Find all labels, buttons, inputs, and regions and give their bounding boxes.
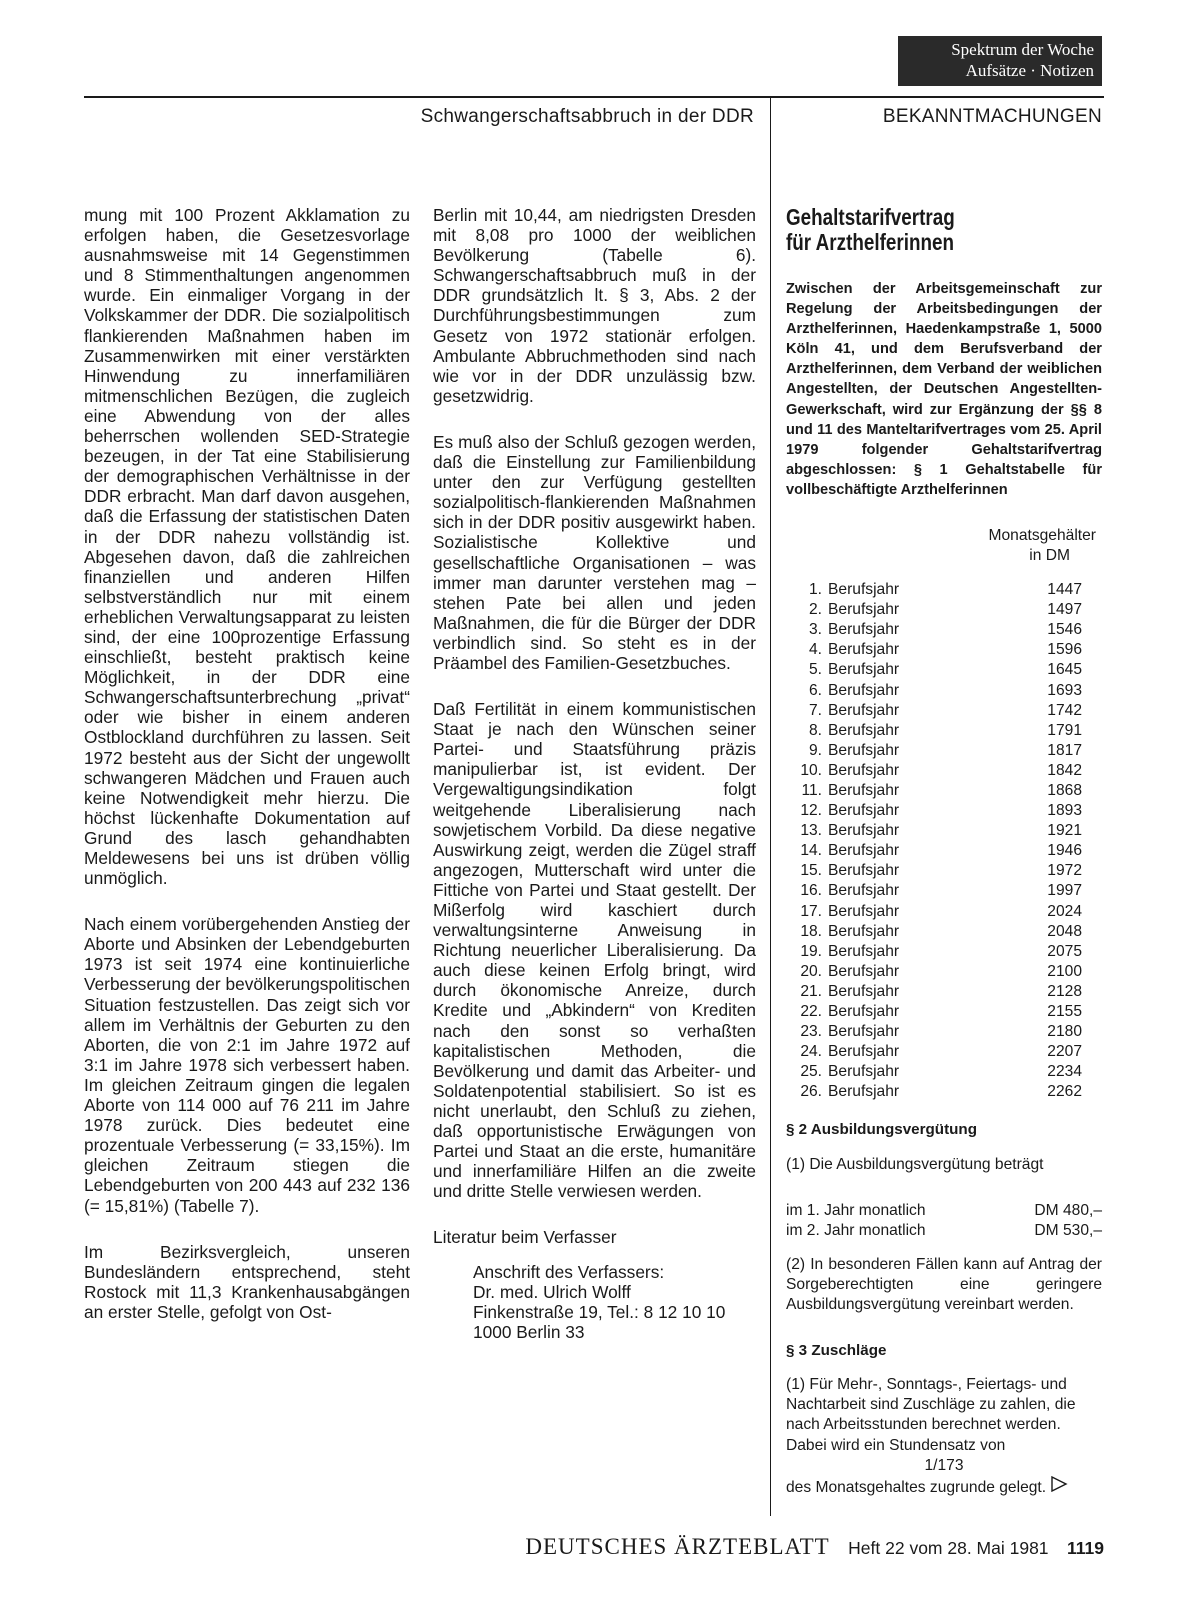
table-row: [786, 1002, 1102, 1022]
row-label: Berufsjahr: [828, 962, 900, 980]
row-number: 13.: [800, 822, 822, 840]
row-label: Berufsjahr: [828, 1023, 900, 1041]
journal-masthead: DEUTSCHES ÄRZTEBLATT: [525, 1534, 830, 1559]
row-number: 8.: [808, 721, 822, 739]
row-value: 1868: [1047, 781, 1082, 799]
salary-table-header: [786, 526, 1102, 566]
row-value: 1693: [1047, 681, 1082, 699]
row-label: Berufsjahr: [828, 822, 900, 840]
announcement-intro: Zwischen der Arbeitsgemeinschaft zur Regelung der Arbeitsbedingungen der Arzthelferinnen, Haedenkampstraße 1, 5000 Köln 41, und dem Berufsverband der Arzthelferinnen, dem Verband der weiblichen Angestellten, der Deutschen Angestellten-Gewerkschaft, wird zur Ergänzung der §§ 8 und 11 des Manteltarifvertrages vom 25. April 1979 folgender Gehaltstarifvertrag abgeschlossen: § 1 Gehaltstabelle für vollbeschäftigte Arzthelferinnen: [786, 281, 1102, 498]
paragraph: Daß Fertilität in einem kommunistischen Staat je nach den Wünschen seiner Partei- und Staatsführung präzis manipulierbar ist, ist evident. Der Vergewaltigungsindikation folgt weitgehende Liberalisierung nach sowjetischem Vorbild. Da diese negative Auswirkung zeigt, werden die Zügel straff angezogen, Mutterschaft wird unter die Fittiche von Partei und Staat gestellt. Der Mißerfolg wird kaschiert durch verwaltungsinterne Anweisung in Richtung neuerlicher Liberalisierung. Da auch diese keinen Erfolg bringt, wird durch ökonomische Anreize, durch Kredite und „Abkindern“ von Krediten nach den sonst so verhaßten kapitalistischen Methoden, die Bevölkerung und damit das Arbeiter- und Soldatenpotential stabilisiert. So ist es nicht unerlaubt, den Schluß zu ziehen, daß opportunistische Erwägungen von Partei und Staat an die erste, humanitäre und innerfamiliäre Hilfen an die zweite und dritte Stelle verwiesen werden.: [433, 699, 756, 1202]
paragraph-end: des Monatsgehaltes zugrunde gelegt.: [786, 1478, 1047, 1496]
row-value: 2234: [1047, 1063, 1082, 1081]
row-label: Berufsjahr: [828, 882, 900, 900]
row-value: 1742: [1047, 701, 1082, 719]
table-row: [786, 580, 1102, 600]
row-value: 1893: [1047, 802, 1082, 820]
table-row: [786, 881, 1102, 901]
table-row: [786, 660, 1102, 680]
table-row: [786, 841, 1102, 861]
table-row: [786, 741, 1102, 761]
table-row: [786, 620, 1102, 640]
section-2-paragraph-1: (1) Die Ausbildungsvergütung beträgt: [786, 1155, 1044, 1173]
table-row: [786, 902, 1102, 922]
table-row: [786, 721, 1102, 741]
salary-table: [786, 580, 1102, 1102]
row-number: 11.: [801, 781, 822, 799]
row-label: Berufsjahr: [828, 802, 900, 820]
row-label: Berufsjahr: [828, 761, 900, 779]
row-value: 2207: [1047, 1043, 1082, 1061]
article-column-1: [84, 205, 410, 1348]
row-number: 23.: [800, 1023, 822, 1041]
row-label: Berufsjahr: [828, 701, 900, 719]
row-label: Berufsjahr: [828, 1063, 900, 1081]
table-row: [786, 982, 1102, 1002]
row-value: 1972: [1047, 862, 1082, 880]
row-label: Berufsjahr: [828, 661, 900, 679]
row-value: 2180: [1047, 1023, 1082, 1041]
row-number: 16.: [800, 882, 822, 900]
row-label: Berufsjahr: [828, 721, 900, 739]
row-number: 18.: [800, 922, 822, 940]
row-label: Berufsjahr: [828, 1043, 900, 1061]
row-label: Berufsjahr: [828, 942, 900, 960]
table-row: [786, 942, 1102, 962]
training-pay-row-2: [786, 1221, 1102, 1241]
row-value: 2075: [1047, 942, 1082, 960]
row-value: 1946: [1047, 842, 1082, 860]
row-label: Berufsjahr: [828, 842, 900, 860]
paragraph: mung mit 100 Prozent Akklamation zu erfolgen haben, die Gesetzesvorlage ausnahmsweise mit 14 Gegenstimmen und 8 Stimmenthaltungen angenommen wurde. Ein einmaliger Vorgang in der Volkskammer der DDR. Die sozialpolitisch flankierenden Maßnahmen haben im Zusammenwirken mit einer verstärkten Hinwendung zu innerfamiliären mitmenschlichen Bezügen, die zugleich eine Abwendung von der alles beherrschen wollenden SED-Strategie bezeugen, in der Tat eine Stabilisierung der demographischen Verhältnisse in der DDR erbracht. Man darf davon ausgehen, daß die Erfassung der statistischen Daten in der DDR nahezu vollständig ist. Abgesehen davon, daß die zahlreichen finanziellen und anderen Hilfen selbstverständlich nur mit einem erheblichen Verwaltungsapparat zu leisten sind, der eine 100prozentige Erfassung einschließt, besteht praktisch keine Möglichkeit, in der DDR eine Schwangerschaftsunterbrechung „privat“ oder wie bisher in einem anderen Ostblockland durchführen zu lassen. Seit 1972 besteht aus der Sicht der ungewollt schwangeren Mädchen und Frauen auch keine Notwendigkeit mehr hierzu. Die höchst lückenhafte Dokumentation auf Grund des lasch gehandhabten Meldewesens bei uns ist drüben völlig unmöglich.: [84, 205, 410, 889]
badge-line-1: Spektrum der Woche: [951, 40, 1094, 59]
row-value: 2128: [1047, 982, 1082, 1000]
row-number: 7.: [808, 701, 822, 719]
table-row: [786, 781, 1102, 801]
row-label: Berufsjahr: [828, 982, 900, 1000]
row-number: 9.: [808, 741, 822, 759]
row-value: 2155: [1047, 1003, 1082, 1020]
row-value: 1791: [1047, 721, 1082, 739]
table-row: [786, 681, 1102, 701]
announcement-column: [786, 205, 1102, 1498]
section-2-heading: § 2 Ausbildungsvergütung: [786, 1121, 977, 1139]
table-row: [786, 922, 1102, 942]
row-number: 5.: [808, 661, 822, 679]
table-row: [786, 962, 1102, 982]
training-pay-row-1: [786, 1201, 1102, 1221]
triangle-right-icon: [1050, 1476, 1068, 1498]
row-number: 6.: [808, 681, 822, 699]
pay-value: DM 480,–: [1034, 1201, 1102, 1219]
table-row: [786, 701, 1102, 721]
row-label: Berufsjahr: [828, 922, 900, 940]
paragraph: Im Bezirksvergleich, unseren Bundesländern entsprechend, steht Rostock mit 11,3 Krankenhausabgängen an erster Stelle, gefolgt von Ost-: [84, 1241, 410, 1322]
row-label: Berufsjahr: [828, 741, 900, 759]
row-number: 10.: [800, 761, 822, 779]
table-row: [786, 600, 1102, 620]
badge-line-2: Aufsätze · Notizen: [965, 61, 1094, 80]
pay-label: im 1. Jahr monatlich: [786, 1201, 926, 1219]
row-number: 20.: [800, 962, 822, 980]
row-value: 2048: [1047, 922, 1082, 940]
table-row: [786, 1062, 1102, 1082]
row-label: Berufsjahr: [828, 781, 900, 799]
table-row: [786, 640, 1102, 660]
article-running-title: Schwangerschaftsabbruch in der DDR: [420, 106, 754, 127]
header-line: Monatsgehälter: [988, 527, 1096, 545]
row-number: 21.: [800, 982, 822, 1000]
row-label: Berufsjahr: [828, 681, 900, 699]
row-number: 3.: [808, 621, 822, 639]
pay-value: DM 530,–: [1034, 1221, 1102, 1239]
row-value: 1921: [1047, 822, 1082, 840]
issue-info: Heft 22 vom 28. Mai 1981: [848, 1538, 1049, 1558]
row-label: Berufsjahr: [828, 1083, 900, 1101]
table-row: [786, 861, 1102, 881]
row-label: Berufsjahr: [828, 601, 900, 619]
address-line: 1000 Berlin 33: [473, 1321, 585, 1342]
section-3-paragraph-1: (1) Für Mehr-, Sonntags-, Feiertags- und Nachtarbeit sind Zuschläge zu zahlen, die nach Arbeitsstunden berechnet werden. Dabei wird ein Stundensatz von: [786, 1376, 1076, 1454]
address-line: Dr. med. Ulrich Wolff: [473, 1281, 631, 1302]
section-running-title: BEKANNTMACHUNGEN: [882, 106, 1102, 127]
row-label: Berufsjahr: [828, 902, 900, 920]
row-number: 14.: [800, 842, 822, 860]
row-value: 1645: [1047, 661, 1082, 679]
row-number: 15.: [800, 862, 822, 880]
row-value: 2024: [1047, 902, 1082, 920]
table-row: [786, 1042, 1102, 1062]
row-number: 26.: [800, 1083, 822, 1101]
table-row: [786, 761, 1102, 781]
pay-label: im 2. Jahr monatlich: [786, 1221, 926, 1239]
row-number: 19.: [800, 942, 822, 960]
page-footer: [84, 1534, 1104, 1560]
row-value: 1842: [1047, 761, 1082, 779]
section-3-heading: § 3 Zuschläge: [786, 1342, 887, 1360]
literature-note: Literatur beim Verfasser: [433, 1227, 617, 1248]
row-value: 1997: [1047, 882, 1082, 900]
author-address: [473, 1262, 756, 1342]
section-3-paragraph-1-end: [786, 1476, 1102, 1498]
row-value: 2262: [1047, 1083, 1082, 1101]
table-row: [786, 801, 1102, 821]
fraction: 1/173: [924, 1456, 964, 1474]
row-number: 24.: [800, 1043, 822, 1061]
page-number: 1119: [1067, 1538, 1104, 1558]
table-row: [786, 1082, 1102, 1102]
announcement-title: [786, 205, 1098, 255]
row-label: Berufsjahr: [828, 621, 900, 639]
address-line: Finkenstraße 19, Tel.: 8 12 10 10: [473, 1301, 726, 1322]
table-row: [786, 821, 1102, 841]
header-rule: [84, 96, 1104, 98]
row-value: 1447: [1047, 581, 1082, 599]
row-number: 17.: [800, 902, 822, 920]
title-line: Gehaltstarifvertrag: [786, 204, 955, 230]
paragraph: Nach einem vorübergehenden Anstieg der Aborte und Absinken der Lebendgeburten 1973 ist seit 1974 eine kontinuierliche Verbesserung der bevölkerungspolitischen Situation festzustellen. Das zeigt sich vor allem im Verhältnis der Geburten zu den Aborten, die von 2:1 im Jahre 1972 auf 3:1 im Jahre 1978 sich verbessert haben. Im gleichen Zeitraum gingen die legalen Aborte von 114 000 auf 76 211 im Jahre 1978 zurück. Dies bedeutet eine prozentuale Verbesserung (= 33,15%). Im gleichen Zeitraum stiegen die Lebendgeburten von 200 443 auf 232 136 (= 15,81%) (Tabelle 7).: [84, 914, 410, 1216]
row-number: 12.: [800, 802, 822, 820]
row-value: 1546: [1047, 621, 1082, 639]
row-value: 1596: [1047, 641, 1082, 659]
title-line: für Arzthelferinnen: [786, 229, 955, 255]
row-number: 4.: [808, 641, 822, 659]
row-label: Berufsjahr: [828, 1003, 900, 1020]
row-value: 1497: [1047, 601, 1082, 619]
row-value: 2100: [1047, 962, 1082, 980]
row-label: Berufsjahr: [828, 641, 900, 659]
column-divider: [770, 96, 771, 1516]
paragraph: Berlin mit 10,44, am niedrigsten Dresden mit 8,08 pro 1000 der weiblichen Bevölkerung (Tabelle 6). Schwangerschaftsabbruch muß in der DDR grundsätzlich lt. § 3, Abs. 2 der Durchführungsbestimmungen zum Gesetz von 1972 stationär erfolgen. Ambulante Abbruchmethoden sind nach wie vor in der DDR unzulässig bzw. gesetzwidrig.: [433, 205, 756, 406]
row-number: 1.: [808, 581, 822, 599]
row-number: 2.: [808, 601, 822, 619]
header-line: in DM: [1029, 547, 1070, 565]
row-number: 25.: [800, 1063, 822, 1081]
address-line: Anschrift des Verfassers:: [473, 1261, 665, 1282]
row-label: Berufsjahr: [828, 581, 900, 599]
section-badge: [898, 36, 1102, 86]
section-2-paragraph-2: (2) In besonderen Fällen kann auf Antrag der Sorgeberechtigten eine geringere Ausbildungsvergütung vereinbart werden.: [786, 1255, 1102, 1314]
table-row: [786, 1022, 1102, 1042]
row-value: 1817: [1047, 741, 1082, 759]
article-column-2: [433, 205, 756, 1342]
paragraph: Es muß also der Schluß gezogen werden, daß die Einstellung zur Familienbildung unter den zur Verfügung gestellten sozialpolitisch-flankierenden Maßnahmen sich in der DDR positiv ausgewirkt haben. Sozialistische Kollektive und gesellschaftliche Organisationen – was immer man darunter verstehen mag – stehen Pate bei allen und jeden Maßnahmen, die für die Bürger der DDR verbindlich sind. So steht es in der Präambel des Familien-Gesetzbuches.: [433, 431, 756, 673]
row-number: 22.: [800, 1003, 822, 1020]
row-label: Berufsjahr: [828, 862, 900, 880]
